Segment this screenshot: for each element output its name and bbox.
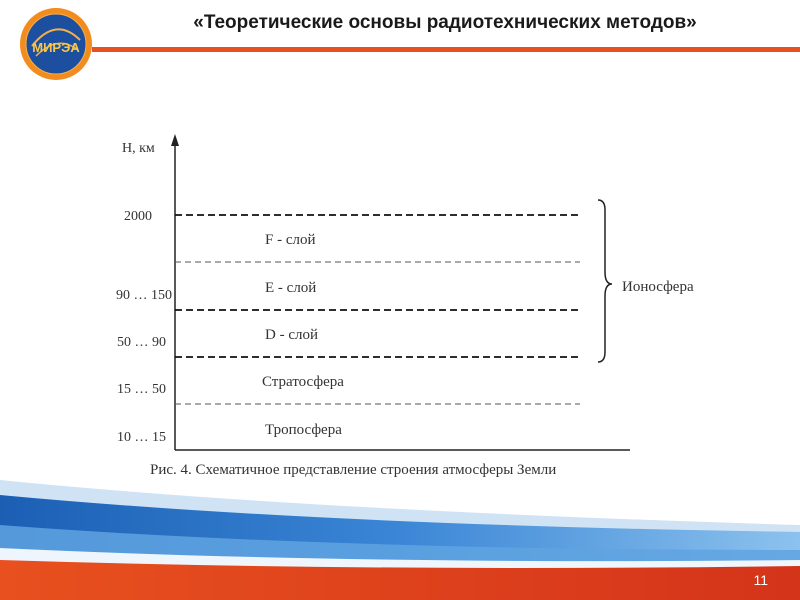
- footer-wave: [0, 470, 800, 600]
- y-axis-arrow: [171, 134, 179, 146]
- tick-label-15-50: 15 … 50: [117, 382, 166, 397]
- page-number: 11: [753, 572, 768, 588]
- layer-label-troposphere: Тропосфера: [265, 422, 342, 438]
- layer-label-f: F - слой: [265, 232, 316, 248]
- layer-label-d: D - слой: [265, 327, 318, 343]
- tick-label-2000: 2000: [124, 209, 152, 224]
- tick-label-10-15: 10 … 15: [117, 430, 166, 445]
- layer-label-stratosphere: Стратосфера: [262, 374, 344, 390]
- layer-label-e: E - слой: [265, 280, 317, 296]
- tick-label-90-150: 90 … 150: [116, 288, 172, 303]
- ionosphere-label: Ионосфера: [622, 279, 694, 295]
- tick-label-50-90: 50 … 90: [117, 335, 166, 350]
- page-title: «Теоретические основы радиотехнических методов»: [193, 12, 697, 33]
- y-axis-label: H, км: [122, 141, 155, 156]
- figure-caption: Рис. 4. Схематичное представление строения атмосферы Земли: [150, 462, 557, 478]
- logo-text: МИРЭА: [32, 40, 80, 55]
- ionosphere-bracket: [598, 200, 612, 362]
